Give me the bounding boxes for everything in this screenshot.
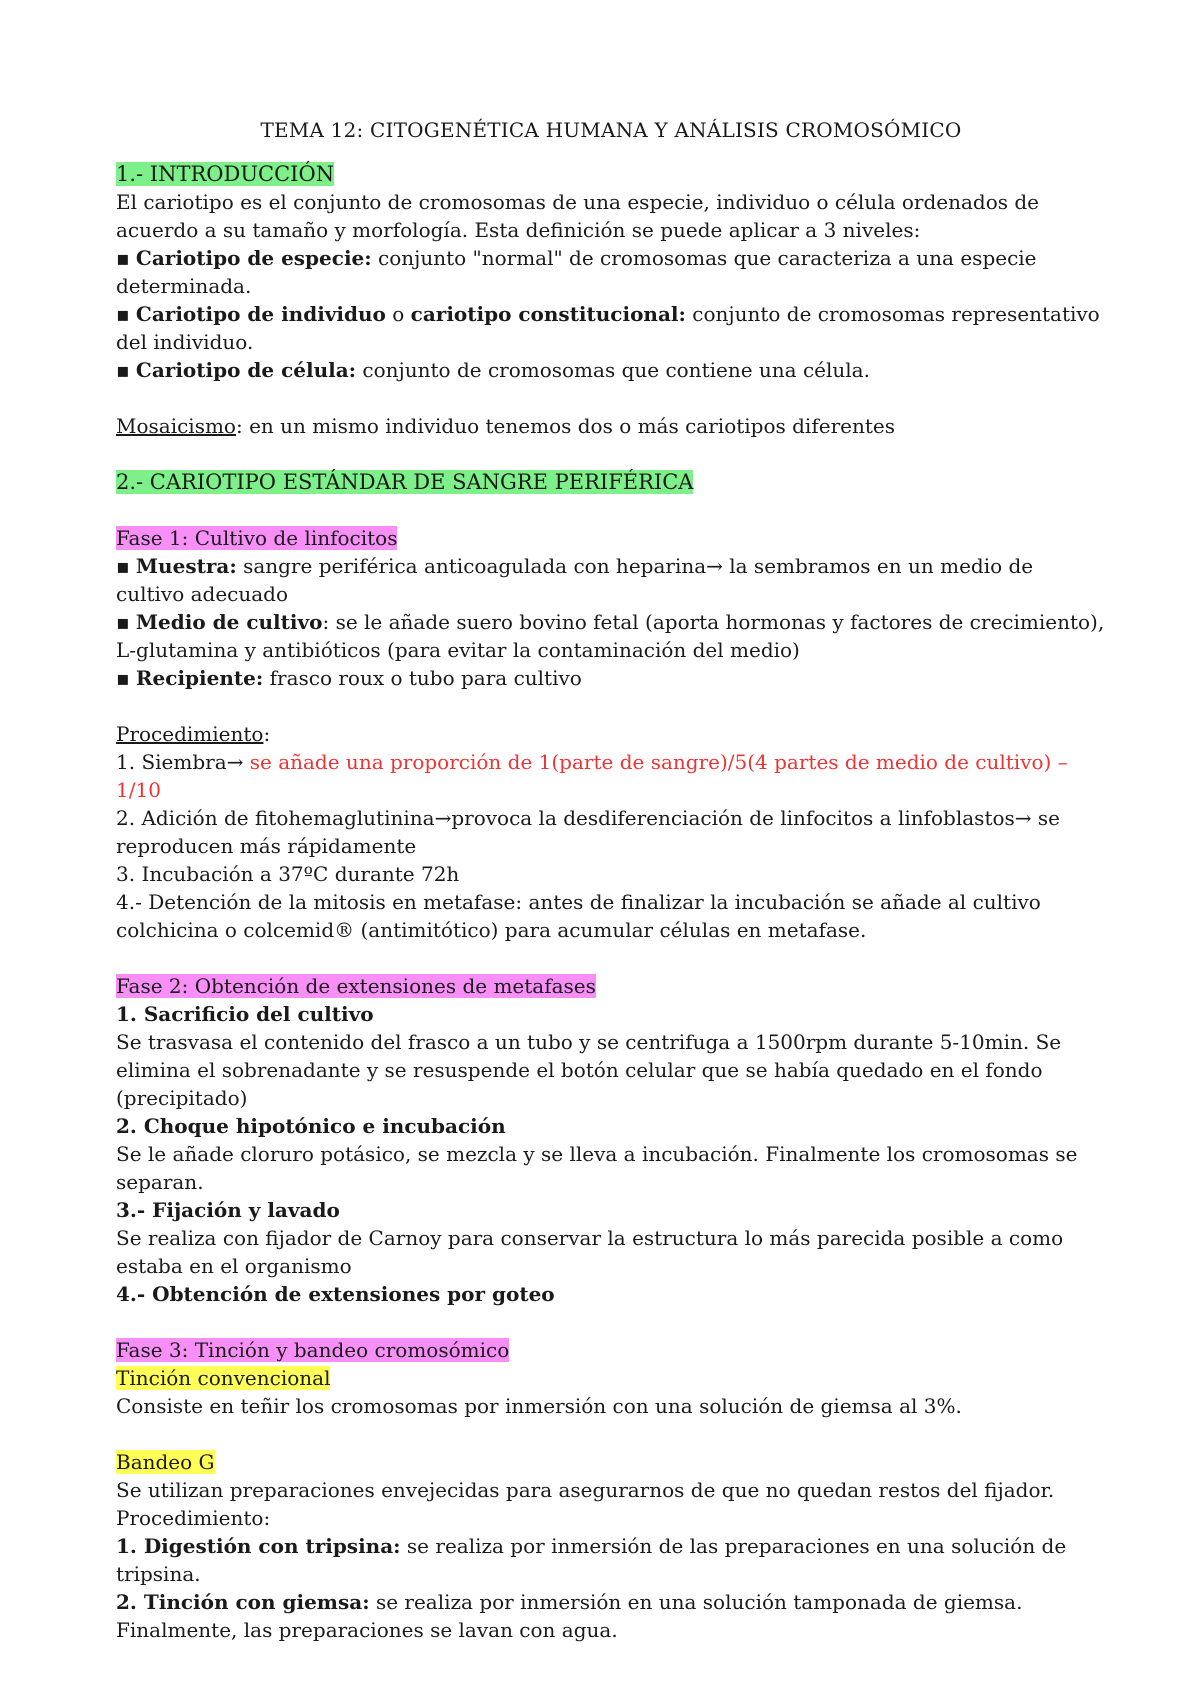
step-fitohemaglutinina: 2. Adición de fitohemaglutinina→provoca la desdiferenciación de linfocitos a linfoblastos→ se reproducen más rápidamente (116, 806, 1061, 858)
procedimiento-label: Procedimiento: (116, 722, 271, 746)
bandeo-g-heading: Bandeo G (116, 1450, 215, 1474)
document-title: TEMA 12: CITOGENÉTICA HUMANA Y ANÁLISIS CROMOSÓMICO (260, 118, 962, 142)
bandeo-g-final: Finalmente, las preparaciones se lavan con agua. (116, 1618, 618, 1642)
step-fijacion-title: 3.- Fijación y lavado (116, 1198, 340, 1222)
bullet-cariotipo-individuo: ▪ Cariotipo de individuo o cariotipo constitucional: conjunto de cromosomas representativo del individuo. (116, 302, 1100, 354)
step-sacrificio-text: Se trasvasa el contenido del frasco a un tubo y se centrifuga a 1500rpm durante 5-10min. Se elimina el sobrenadante y se resuspende el botón celular que se había quedado en el fondo (precipitado) (116, 1030, 1062, 1110)
step-siembra: 1. Siembra→ se añade una proporción de 1(parte de sangre)/5(4 partes de medio de cultivo) – 1/10 (116, 750, 1068, 802)
bullet-muestra: ▪ Muestra: sangre periférica anticoagulada con heparina→ la sembramos en un medio de cultivo adecuado (116, 554, 1034, 606)
step-detencion-mitosis: 4.- Detención de la mitosis en metafase: antes de finalizar la incubación se añade al cultivo colchicina o colcemid® (antimitótico) para acumular células en metafase. (116, 890, 1041, 942)
tincion-convencional-heading: Tinción convencional (116, 1366, 331, 1390)
step-choque-text: Se le añade cloruro potásico, se mezcla y se lleva a incubación. Finalmente los cromosomas se separan. (116, 1142, 1078, 1194)
step-choque-title: 2. Choque hipotónico e incubación (116, 1114, 506, 1138)
bandeo-g-text: Se utilizan preparaciones envejecidas para asegurarnos de que no quedan restos del fijador. (116, 1478, 1055, 1502)
bullet-cariotipo-especie: ▪ Cariotipo de especie: conjunto "normal" de cromosomas que caracteriza a una especie determinada. (116, 246, 1037, 298)
step-tincion-giemsa: 2. Tinción con giemsa: se realiza por inmersión en una solución tamponada de giemsa. (116, 1590, 1023, 1614)
document-content (116, 106, 1106, 1644)
step-goteo-title: 4.- Obtención de extensiones por goteo (116, 1282, 555, 1306)
bullet-medio-cultivo: ▪ Medio de cultivo: se le añade suero bovino fetal (aporta hormonas y factores de crecimiento), L-glutamina y antibióticos (para evitar la contaminación del medio) (116, 610, 1105, 662)
fase-2-heading: Fase 2: Obtención de extensiones de metafases (116, 974, 596, 998)
step-fijacion-text: Se realiza con fijador de Carnoy para conservar la estructura lo más parecida posible a como estaba en el organismo (116, 1226, 1064, 1278)
mosaicismo-definition: Mosaicismo: en un mismo individuo tenemos dos o más cariotipos diferentes (116, 414, 895, 438)
section-2-heading: 2.- CARIOTIPO ESTÁNDAR DE SANGRE PERIFÉRICA (116, 470, 694, 494)
bullet-recipiente: ▪ Recipiente: frasco roux o tubo para cultivo (116, 666, 582, 690)
tincion-convencional-text: Consiste en teñir los cromosomas por inmersión con una solución de giemsa al 3%. (116, 1394, 962, 1418)
section-1-heading: 1.- INTRODUCCIÓN (116, 162, 335, 186)
step-digestion-tripsina: 1. Digestión con tripsina: se realiza por inmersión de las preparaciones en una solución de tripsina. (116, 1534, 1067, 1586)
step-sacrificio-title: 1. Sacrificio del cultivo (116, 1002, 374, 1026)
bullet-cariotipo-celula: ▪ Cariotipo de célula: conjunto de cromosomas que contiene una célula. (116, 358, 870, 382)
bandeo-g-procedimiento: Procedimiento: (116, 1506, 271, 1530)
fase-3-heading: Fase 3: Tinción y bandeo cromosómico (116, 1338, 510, 1362)
fase-1-heading: Fase 1: Cultivo de linfocitos (116, 526, 398, 550)
intro-paragraph: El cariotipo es el conjunto de cromosomas de una especie, individuo o célula ordenados de acuerdo a su tamaño y morfología. Esta definición se puede aplicar a 3 niveles: (116, 190, 1040, 242)
step-incubacion: 3. Incubación a 37ºC durante 72h (116, 862, 460, 886)
